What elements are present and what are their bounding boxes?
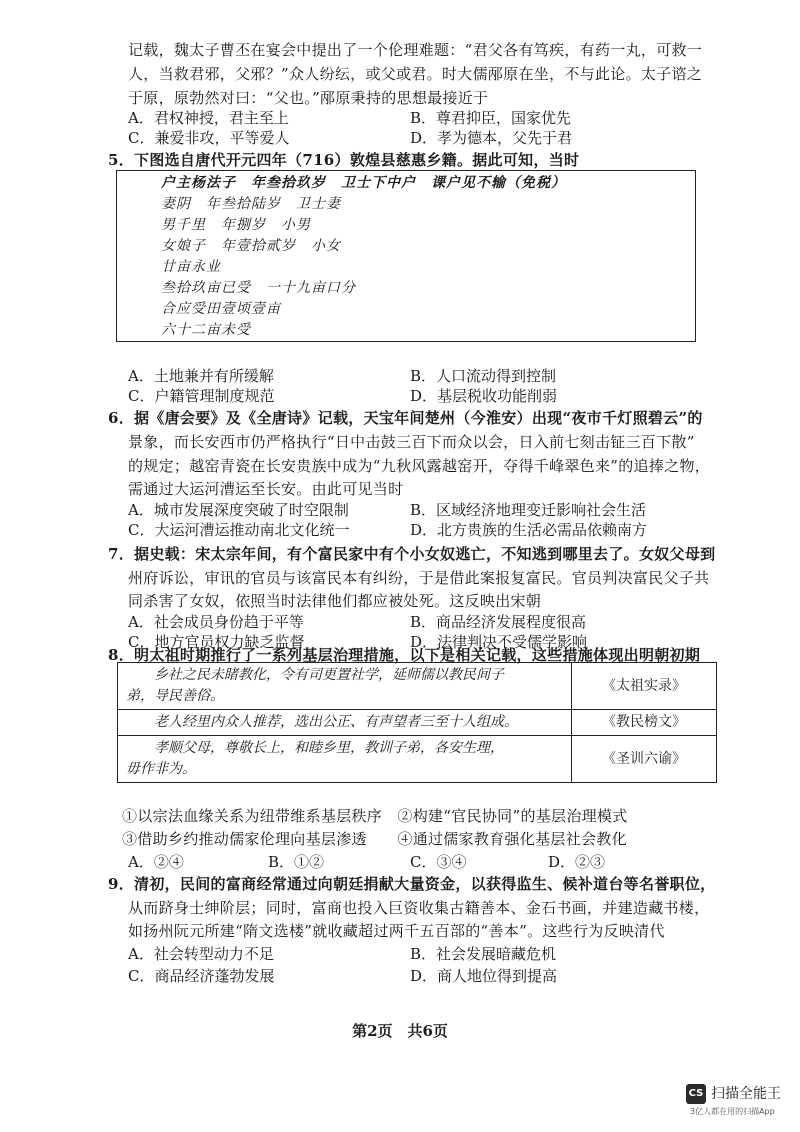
record-source: 《教民榜文》 [572, 710, 717, 736]
q8-stem: 8．明太祖时期推行了一系列基层治理措施，以下是相关记载，这些措施体现出明朝初期 [108, 646, 701, 664]
table-row [118, 710, 717, 736]
q7-option-b: B．商品经济发展程度很高 [410, 613, 587, 631]
q5-option-a: A．土地兼并有所缓解 [128, 367, 274, 385]
scanner-app-name: 扫描全能王 [711, 1086, 781, 1102]
q5-option-d: D．基层税收功能削弱 [410, 387, 558, 405]
scanner-app-tagline: 3亿人都在用的扫描App [690, 1107, 775, 1116]
q6-option-a: A．城市发展深度突破了时空限制 [128, 501, 349, 519]
q7-option-c: C．地方官员权力缺乏监督 [128, 633, 305, 651]
register-line-1: 户主杨法子 年叁拾玖岁 卫士下中户 课户见不输（免税） [161, 175, 566, 191]
register-line-7: 合应受田壹顷壹亩 [161, 301, 281, 317]
q8-statements-1: ①以宗法血缘关系为纽带维系基层秩序 ②构建“官民协同”的基层治理模式 [122, 807, 628, 825]
q4-line-3: 于原，原勃然对曰：“父也。”邴原秉持的思想最接近于 [128, 89, 489, 107]
q9-option-a: A．社会转型动力不足 [128, 945, 274, 963]
household-register-box [116, 170, 696, 342]
q5-option-c: C．户籍管理制度规范 [128, 387, 275, 405]
register-line-3: 男千里 年捌岁 小男 [161, 217, 311, 233]
q4-option-c: C．兼爱非攻，平等爱人 [128, 129, 290, 147]
q4-option-a: A．君权神授，君主至上 [128, 109, 289, 127]
q9-option-d: D．商人地位得到提高 [410, 967, 558, 985]
q9-line-2: 从而跻身士绅阶层；同时，富商也投入巨资收集古籍善本、金石书画，并建造藏书楼， [128, 899, 710, 917]
record-text: 孝顺父母，尊敬长上，和睦乡里，教训子弟，各安生理， 毋作非为。 [118, 736, 572, 783]
record-source: 《太祖实录》 [572, 663, 717, 710]
q6-line-3: 的规定；越窑青瓷在长安贵族中成为“九秋风露越窑开，夺得千峰翠色来”的追捧之物， [128, 457, 711, 475]
q4-option-d: D．孝为德本，父先于君 [410, 129, 573, 147]
page-number: 第2页 共6页 [352, 1022, 448, 1040]
q6-option-d: D．北方贵族的生活必需品依赖南方 [410, 521, 648, 539]
q9-line-3: 如扬州阮元所建“隋文选楼”就收藏超过两千五百部的“善本”。这些行为反映清代 [128, 922, 665, 940]
table-row [118, 736, 717, 783]
record-text: 乡社之民未睹教化，令有司更置社学，延师儒以教民间子 弟，导民善俗。 [118, 663, 572, 710]
register-line-2: 妻阴 年叁拾陆岁 卫士妻 [161, 196, 341, 212]
q9-option-c: C．商品经济蓬勃发展 [128, 967, 275, 985]
q6-line-4: 需通过大运河漕运至长安。由此可见当时 [128, 480, 404, 498]
scanner-logo-icon: CS [686, 1084, 706, 1104]
register-line-6: 叁拾玖亩已受 一十九亩口分 [161, 280, 356, 296]
q7-line-3: 同杀害了女奴，依照当时法律他们都应被处死。这反映出宋朝 [128, 592, 542, 610]
q6-line-1: 6．据《唐会要》及《全唐诗》记载，天宝年间楚州（今淮安）出现“夜市千灯照碧云”的 [108, 409, 703, 427]
q8-option-b: B．①② [268, 853, 325, 871]
q8-option-d: D．②③ [548, 853, 606, 871]
q9-line-1: 9．清初，民间的富商经常通过向朝廷捐献大量资金，以获得监生、候补道台等名誉职位， [108, 875, 716, 893]
q4-option-b: B．尊君抑臣，国家优先 [410, 109, 572, 127]
q6-option-b: B．区域经济地理变迁影响社会生活 [410, 501, 647, 519]
q7-line-1: 7．据史载：宋太宗年间，有个富民家中有个小女奴逃亡，不知逃到哪里去了。女奴父母到 [108, 545, 716, 563]
q8-option-c: C．③④ [410, 853, 467, 871]
register-line-4: 女娘子 年壹拾贰岁 小女 [161, 238, 341, 254]
q7-line-2: 州府诉讼，审讯的官员与该富民本有纠纷，于是借此案报复富民。官员判决富民父子共 [128, 569, 710, 587]
q8-records-table [117, 662, 717, 783]
q4-line-2: 人，当救君邪，父邪？”众人纷纭，或父或君。时大儒邴原在坐，不与此论。太子谘之 [128, 65, 703, 83]
q9-option-b: B．社会发展暗藏危机 [410, 945, 557, 963]
q8-statements-2: ③借助乡约推动儒家伦理向基层渗透 ④通过儒家教育强化基层社会教化 [122, 830, 627, 848]
q5-option-b: B．人口流动得到控制 [410, 367, 557, 385]
q6-line-2: 景象，而长安西市仍严格执行“日中击鼓三百下而众以会，日入前七刻击钲三百下散” [128, 433, 695, 451]
q7-option-a: A．社会成员身份趋于平等 [128, 613, 304, 631]
register-line-8: 六十二亩未受 [161, 322, 251, 338]
table-row [118, 663, 717, 710]
register-line-5: 廿亩永业 [161, 259, 221, 275]
record-source: 《圣训六谕》 [572, 736, 717, 783]
q8-option-a: A．②④ [128, 853, 184, 871]
q6-option-c: C．大运河漕运推动南北文化统一 [128, 521, 350, 539]
q5-stem: 5．下图选自唐代开元四年（716）敦煌县慈惠乡籍。据此可知，当时 [108, 151, 580, 169]
record-text: 老人经里内众人推荐，选出公正、有声望者三至十人组成。 [118, 710, 572, 736]
q7-option-d: D．法律判决不受儒学影响 [410, 633, 588, 651]
q4-line-1: 记载，魏太子曹丕在宴会中提出了一个伦理难题：“君父各有笃疾，有药一丸，可救一 [128, 41, 703, 59]
